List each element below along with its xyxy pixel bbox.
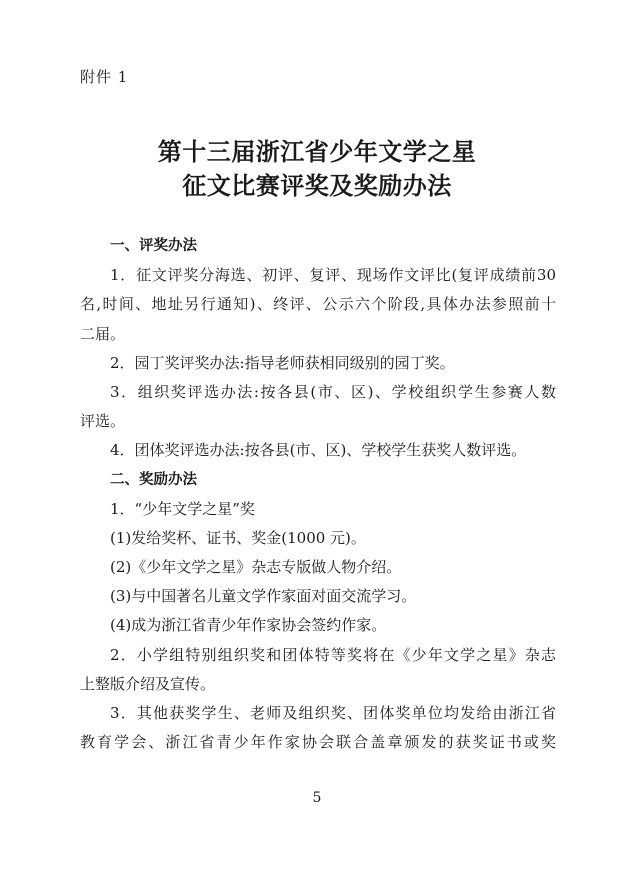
paragraph-line: 2．园丁奖评奖办法:指导老师获相同级别的园丁奖。 bbox=[110, 353, 455, 372]
section-heading-2: 二、奖励办法 bbox=[110, 471, 197, 488]
list-item: (1)发给奖杯、证书、奖金(1000 元)。 bbox=[110, 528, 366, 547]
document-body bbox=[80, 232, 556, 757]
document-title-line-2: 征文比赛评奖及奖励办法 bbox=[182, 171, 452, 200]
paragraph-line: 1．“少年文学之星”奖 bbox=[110, 499, 255, 518]
list-item: (3)与中国著名儿童文学作家面对面交流学习。 bbox=[110, 587, 417, 606]
paragraph-line: 2．小学组特别组织奖和团体特等奖将在《少年文学之星》杂志 bbox=[110, 645, 556, 664]
attachment-label: 附件 1 bbox=[80, 68, 129, 86]
section-heading-1: 一、评奖办法 bbox=[110, 238, 197, 254]
list-item: (2)《少年文学之星》杂志专版做人物介绍。 bbox=[110, 558, 402, 577]
paragraph-line: 二届。 bbox=[80, 324, 126, 343]
paragraph-line: 3．其他获奖学生、老师及组织奖、团体奖单位均发给由浙江省 bbox=[110, 704, 556, 722]
paragraph-line: 3．组织奖评选办法:按各县(市、区)、学校组织学生参赛人数 bbox=[110, 382, 556, 401]
paragraph-line: 评选。 bbox=[80, 412, 126, 431]
page-number: 5 bbox=[312, 790, 322, 806]
paragraph-line: 教育学会、浙江省青少年作家协会联合盖章颁发的获奖证书或奖 bbox=[80, 733, 556, 752]
paragraph-line: 上整版介绍及宣传。 bbox=[80, 674, 216, 693]
paragraph-line: 1．征文评奖分海选、初评、复评、现场作文评比(复评成绩前30 bbox=[110, 266, 556, 285]
list-item: (4)成为浙江省青少年作家协会签约作家。 bbox=[110, 616, 387, 635]
paragraph-line: 4．团体奖评选办法:按各县(市、区)、学校学生获奖人数评选。 bbox=[110, 441, 527, 460]
document-title-line-1: 第十三届浙江省少年文学之星 bbox=[157, 137, 477, 166]
paragraph-line: 名,时间、地址另行通知)、终评、公示六个阶段,具体办法参照前十 bbox=[80, 295, 556, 314]
